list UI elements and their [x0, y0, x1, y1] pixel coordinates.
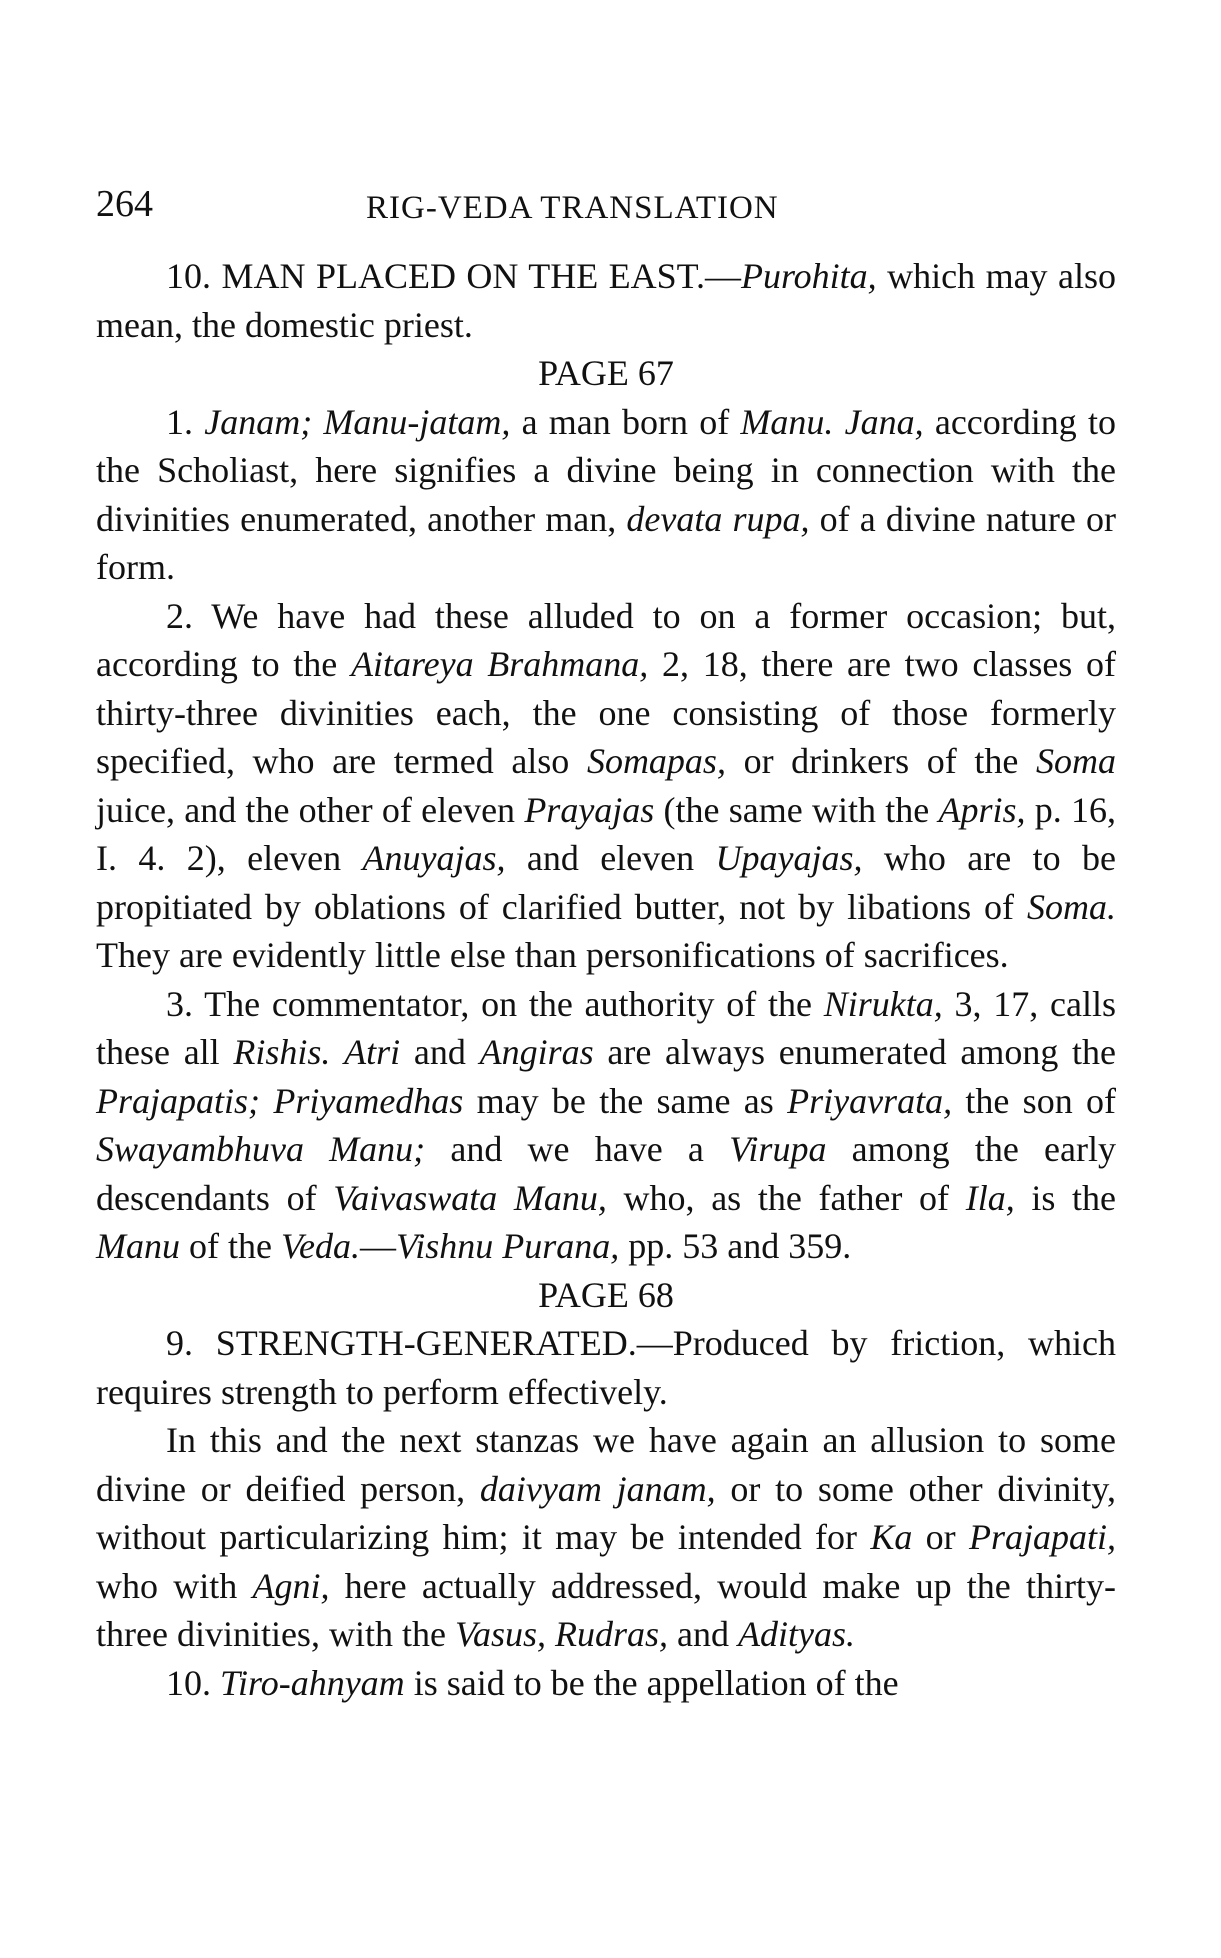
note-text: a man born of	[510, 401, 741, 442]
note-text: which may also mean, the domestic priest.	[96, 256, 1117, 345]
note-number: 1.	[166, 401, 193, 442]
italic-term: Somapas,	[586, 741, 726, 781]
note-text: who are to be propitiated by oblations of clarified butter, not by libations of	[96, 838, 1116, 927]
page-header	[96, 180, 1116, 230]
note-text: is the	[1014, 1177, 1116, 1218]
italic-term: Rishis.	[233, 1032, 331, 1072]
italic-term: Manu	[96, 1226, 180, 1266]
note-text: the son of	[952, 1080, 1116, 1121]
dash: —	[359, 1226, 396, 1266]
note-text: We have had these alluded to on a former occasion; but, according to the	[96, 595, 1116, 684]
italic-term: Swayambhuva Manu;	[96, 1129, 426, 1169]
italic-term: Anuyajas,	[362, 838, 506, 878]
italic-term: Upayajas,	[715, 838, 863, 878]
note-1	[96, 398, 1116, 592]
italic-term: Ka	[870, 1517, 913, 1557]
note-text: of the	[180, 1226, 281, 1266]
italic-term: Purohita,	[741, 256, 877, 296]
note-text: Produced by friction, which requires strength to perform effectively.	[96, 1323, 1116, 1412]
note-text: who, as the father of	[606, 1177, 966, 1218]
italic-term: Soma	[1036, 741, 1116, 781]
note-2	[96, 592, 1116, 980]
note-text: pp. 53 and 359.	[619, 1226, 852, 1266]
italic-term: Vishnu Purana,	[395, 1226, 620, 1266]
note-text: They are evidently little else than personifications of sacrifices.	[96, 935, 1009, 975]
italic-term: Soma.	[1027, 886, 1116, 927]
note-text: may be the same as	[463, 1080, 788, 1121]
italic-term: Rudras,	[554, 1614, 668, 1654]
italic-term: Janam;	[204, 401, 313, 442]
note-text: or	[912, 1517, 969, 1557]
italic-term: Vaivaswata Manu,	[333, 1177, 607, 1218]
italic-term: Manu.	[740, 401, 834, 442]
note-text: who with	[96, 1565, 253, 1606]
note-text: and	[400, 1032, 480, 1072]
note-number: 9.	[166, 1323, 193, 1363]
note-text: and	[667, 1614, 738, 1654]
note-text: here actually addressed, would make up the thirty-three divinities, with the	[96, 1565, 1116, 1654]
note-text: or to some other divinity, without particularizing him; it may be intended for	[96, 1468, 1116, 1557]
note-text: The commentator, on the authority of the	[204, 983, 824, 1024]
section-heading-page-67: PAGE 67	[538, 353, 674, 393]
italic-term: Atri	[344, 1032, 401, 1072]
italic-term: Adityas.	[737, 1614, 855, 1654]
italic-term: daivyam janam,	[479, 1468, 716, 1509]
note-text: (the same with the	[654, 789, 939, 830]
italic-term: devata rupa,	[626, 498, 810, 539]
note-text: of a divine nature or form.	[96, 498, 1117, 587]
italic-term: Nirukta,	[823, 983, 943, 1024]
dash: —	[705, 256, 741, 296]
italic-term: Manu-jatam,	[323, 401, 511, 442]
italic-term: Agni,	[252, 1565, 330, 1606]
note-text: juice, and the other of eleven	[96, 789, 525, 830]
italic-term: Prajapatis;	[96, 1080, 261, 1121]
italic-term: Prayajas	[524, 789, 655, 830]
page-number: 264	[96, 183, 153, 225]
note-text: 3, 17, calls these all	[96, 983, 1116, 1072]
italic-term: Tiro-ahnyam	[220, 1662, 405, 1703]
italic-term: Angiras	[479, 1032, 594, 1072]
section-heading-page-68: PAGE 68	[538, 1274, 674, 1315]
note-text: p. 16, I. 4. 2), eleven	[96, 789, 1116, 878]
running-title: RIG-VEDA TRANSLATION	[366, 190, 779, 226]
note-number: 3.	[166, 983, 193, 1024]
note-10-east	[96, 252, 1116, 349]
note-10-b	[96, 1659, 1116, 1708]
italic-term: Prajapati,	[968, 1517, 1116, 1557]
italic-term: Apris,	[938, 789, 1026, 830]
italic-term: Veda.	[280, 1226, 360, 1266]
note-text: is said to be the appellation of the	[404, 1662, 899, 1703]
note-heading: MAN PLACED ON THE EAST.	[221, 256, 705, 296]
italic-term: Priyavrata,	[787, 1080, 953, 1121]
note-number: 10.	[166, 256, 211, 296]
note-text: are always enumerated among the	[593, 1032, 1117, 1072]
italic-term: Virupa	[729, 1129, 827, 1169]
italic-term: Ila,	[965, 1177, 1015, 1218]
note-text: and eleven	[505, 838, 716, 878]
note-heading: STRENGTH-GENERATED.	[215, 1323, 637, 1363]
note-text: and we have a	[425, 1129, 730, 1169]
note-9	[96, 1319, 1116, 1416]
dash: —	[636, 1323, 673, 1363]
italic-term: Jana,	[844, 401, 924, 442]
note-text: or drinkers of the	[725, 741, 1036, 781]
italic-term: Aitareya Brahmana,	[350, 644, 649, 684]
italic-term: Vasus,	[454, 1614, 546, 1654]
note-number: 2.	[166, 595, 193, 636]
note-3	[96, 980, 1116, 1271]
page-body	[96, 252, 1116, 1707]
italic-term: Priyamedhas	[273, 1080, 464, 1121]
note-text: according to the Scholiast, here signifies a divine being in connection with the divinities enumerated, another man,	[96, 401, 1116, 539]
note-number: 10.	[166, 1662, 211, 1703]
note-text: among the early descendants of	[96, 1129, 1116, 1218]
note-text: In this and the next stanzas we have again an allusion to some divine or deified person,	[96, 1420, 1116, 1509]
note-text: 2, 18, there are two classes of thirty-three divinities each, the one consisting of those formerly specified, who are termed also	[96, 644, 1116, 781]
paragraph	[96, 1416, 1116, 1659]
